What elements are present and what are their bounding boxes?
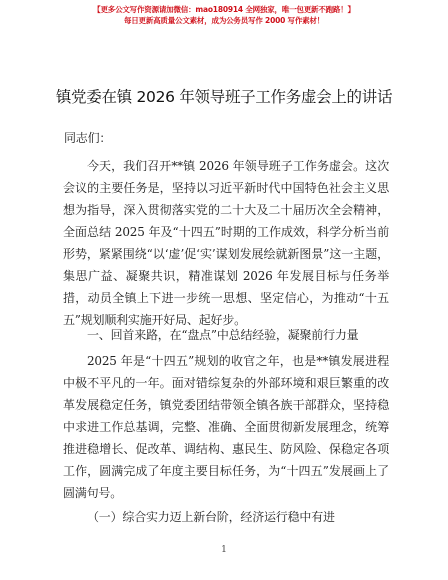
- promo-banner-line-2: 每日更新高质量公文素材，成为公务员写作 2000 写作素材！: [123, 16, 325, 25]
- promo-banner-line-1: 【更多公文写作资源请加微信：mao180914 全网独家，唯一包更新不跑路！】: [93, 5, 355, 14]
- paragraph-intro: 今天，我们召开**镇 2026 年领导班子工作务虚会。这次会议的主要任务是，坚持以习近平新时代中国特色社会主义思想为指导，深入贯彻落实党的二十大及二十届历次全会精神，全面总结 2025 年及“十四五”时期的工作成效，科学分析当前形势，紧紧围绕“以‘虚’促‘实’谋划发展绘就新图景”这一主题，集思广益、凝聚共识，精准谋划 2026 年发展目标与任务举措，动员全镇上下进一步统一思想、坚定信心，为推动“十五五”规划顺利实施开好局、起好步。: [63, 159, 389, 327]
- section-heading-1: 一、回首来路，在“盘点”中总结经验，凝聚前行力量: [87, 328, 359, 342]
- paragraph-review: 2025 年是“十四五”规划的收官之年，也是**镇发展进程中极不平凡的一年。面对错综复杂的外部环境和艰巨繁重的改革发展稳定任务，镇党委团结带领全镇各族干部群众，坚持稳中求进工作总基调，完整、准确、全面贯彻新发展理念，统筹推进稳增长、促改革、调结构、惠民生、防风险、保稳定各项工作，圆满完成了年度主要目标任务，为“十四五”发展画上了圆满句号。: [63, 354, 389, 500]
- page-number: 1: [221, 545, 227, 555]
- greeting: 同志们：: [64, 131, 112, 145]
- subsection-heading-1: （一）综合实力迈上新台阶，经济运行稳中有进: [87, 510, 335, 524]
- document-title: 镇党委在镇 2026 年领导班子工作务虚会上的讲话: [55, 88, 393, 106]
